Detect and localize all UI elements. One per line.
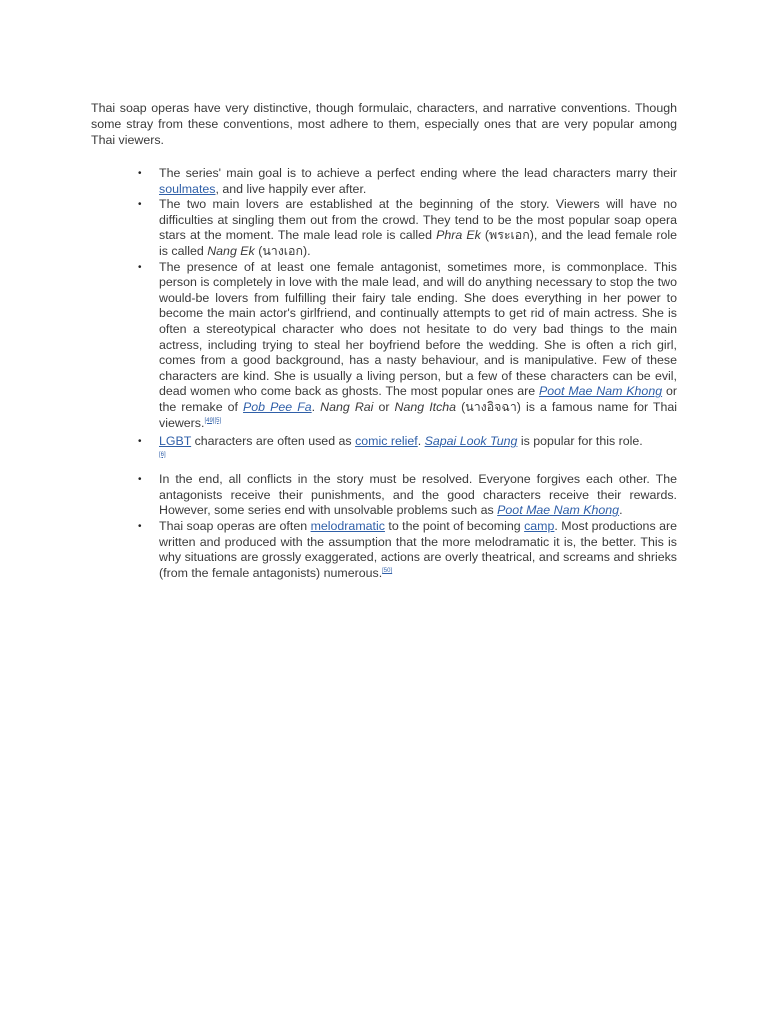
link-comic-relief[interactable]: comic relief: [355, 434, 418, 449]
list-item: [138, 434, 677, 465]
text: to the point of becoming: [384, 519, 525, 534]
list-item: [138, 472, 677, 519]
term-phra-ek: Phra Ek: [436, 228, 481, 243]
text: .: [619, 503, 623, 518]
bullet: •: [138, 261, 142, 273]
citation: [159, 452, 166, 458]
text: The presence of at least one female antagonist, sometimes more, is commonplace. This person is completely in love with the male lead, and will do anything necessary to stop the two would-be lovers from fulfilling their fairy tale ending. She does everything in her power to become the main actor's girlfriend, and continually attempts to get rid of main actress. She is often a stereotypical character who does not hesitate to do very bad things to the main actress, including trying to steal her boyfriend before the wedding. She is often a rich girl, comes from a good background, has a nasty behaviour, and is manipulative. Few of these characters are kind. She is usually a living person, but a few of these characters can be evil, dead women who come back as ghosts. The most popular ones are: [159, 259, 677, 399]
conventions-list: [138, 166, 678, 581]
link-camp[interactable]: camp: [524, 519, 555, 534]
text: Thai soap operas are often: [159, 519, 311, 534]
text: The two main lovers are established at the beginning of the story. Viewers will have no difficulties at singling them out from the crowd. They tend to be the most popular soap opera stars at the moment. The male lead role is called: [159, 197, 677, 243]
list-item: [138, 166, 677, 197]
text: is popular for this role.: [517, 434, 643, 449]
link-melodramatic[interactable]: melodramatic: [310, 519, 385, 534]
citation-link[interactable]: [6]: [159, 451, 166, 458]
text: or: [373, 399, 395, 414]
text: .: [417, 434, 425, 449]
citation-link[interactable]: [49][5]: [204, 417, 222, 424]
text: (พระเอก), and the lead female role is called: [159, 228, 677, 258]
text: or the remake of: [159, 384, 677, 414]
list-item: [138, 519, 678, 581]
link-sapai-look-tung[interactable]: Sapai Look Tung: [424, 434, 518, 449]
text: (นางเอก).: [254, 243, 311, 258]
link-poot-mae-nam-khong[interactable]: Poot Mae Nam Khong: [497, 503, 620, 518]
link-lgbt[interactable]: LGBT: [159, 434, 192, 449]
intro-paragraph: Thai soap operas have very distinctive, though formulaic, characters, and narrative conventions. Though some stray from these conventions, most adhere to them, especially ones that are very popular among Thai viewers.: [91, 101, 677, 147]
term-nang-rai: Nang Rai: [320, 399, 374, 414]
bullet: •: [138, 521, 142, 533]
list-item: [138, 197, 677, 259]
citation: [204, 418, 221, 424]
link-soulmates[interactable]: soulmates: [159, 181, 216, 196]
citation: [382, 568, 392, 574]
term-nang-itcha: Nang Itcha: [394, 399, 457, 414]
text: (นางอิจฉา) is a famous name for Thai viewers.: [159, 399, 678, 430]
text: . Most productions are written and produced with the assumption that the more melodramatic it is, the better. This is why situations are grossly exaggerated, actions are overly theatrical, and screams and shrieks (from the female antagonists) numerous.: [159, 519, 678, 580]
text: , and live happily ever after.: [215, 181, 367, 196]
term-nang-ek: Nang Ek: [207, 243, 255, 258]
link-poot-mae-nam-khong[interactable]: Poot Mae Nam Khong: [538, 384, 663, 399]
citation-link[interactable]: [50]: [382, 567, 393, 574]
text: The series' main goal is to achieve a perfect ending where the lead characters marry their: [159, 166, 677, 180]
link-pob-pee-fa[interactable]: Pob Pee Fa: [243, 399, 312, 414]
list-item: [138, 259, 678, 432]
text: .: [311, 399, 321, 414]
bullet: •: [138, 474, 142, 486]
bullet: •: [138, 436, 142, 448]
bullet: •: [138, 168, 142, 179]
text: In the end, all conflicts in the story must be resolved. Everyone forgives each other. The antagonists receive their punishments, and the good characters receive their rewards. However, some series end with unsolvable problems such as: [159, 472, 677, 518]
bullet: •: [138, 199, 142, 211]
text: characters are often used as: [191, 434, 356, 449]
